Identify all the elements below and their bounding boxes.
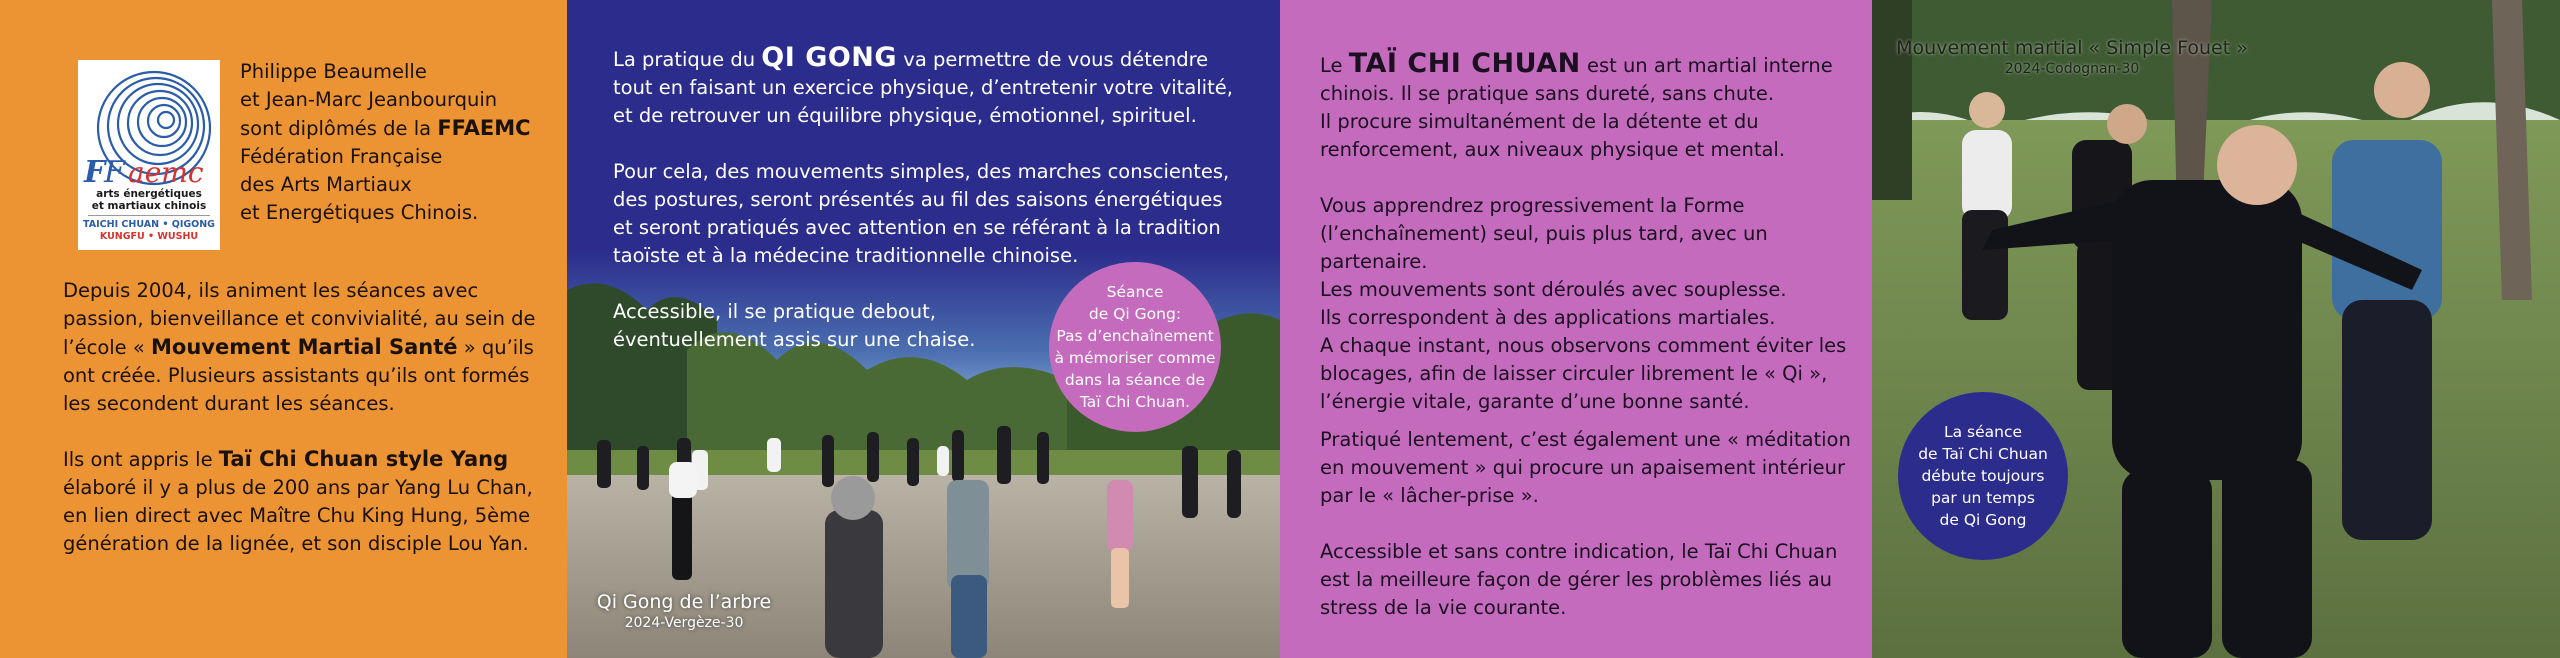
svg-text:F: F (84, 155, 106, 190)
logo-line-2: et martiaux chinois (91, 200, 207, 212)
caption-title: Qi Gong de l’arbre (596, 591, 772, 613)
badge-line: à mémoriser comme (1054, 349, 1216, 367)
panel-simple-fouet-photo (1872, 0, 2560, 658)
badge-line: Pas d’enchaînement (1056, 327, 1214, 345)
tai-chi-line: renforcement, aux niveaux physique et mental. (1320, 138, 1786, 161)
tai-chi-title: TAÏ CHI CHUAN (1348, 48, 1581, 79)
tai-chi-line: Le TAÏ CHI CHUAN est un art martial interne (1320, 48, 1833, 79)
qi-gong-line: Pour cela, des mouvements simples, des marches conscientes, (613, 160, 1230, 183)
caption-title: Mouvement martial « Simple Fouet » (1896, 37, 2248, 59)
qi-gong-line: La pratique du QI GONG va permettre de vous détendre (613, 42, 1209, 73)
tai-chi-line: Accessible et sans contre indication, le Taï Chi Chuan (1320, 540, 1838, 563)
logo-line-4: KUNGFU • WUSHU (99, 231, 199, 242)
qi-gong-line: des postures, seront présentés au fil des saisons énergétiques (613, 188, 1223, 211)
tai-chi-line: en mouvement » qui procure un apaisement intérieur (1320, 456, 1846, 479)
badge-line: de Qi Gong: (1088, 305, 1182, 323)
tai-chi-line: chinois. Il se pratique sans dureté, sans chute. (1320, 82, 1775, 105)
intro-line: Philippe Beaumelle (240, 60, 427, 83)
tai-chi-line: est la meilleure façon de gérer les problèmes liés au (1320, 568, 1833, 591)
tai-chi-line: A chaque instant, nous observons comment éviter les (1320, 334, 1847, 357)
badge-line: Séance (1106, 283, 1164, 301)
intro-line: Fédération Française (240, 145, 443, 168)
caption-sub: 2024-Vergèze-30 (624, 615, 744, 631)
history-line: passion, bienveillance et convivialité, au sein de (63, 307, 536, 330)
qi-gong-line: tout en faisant un exercice physique, d’entretenir votre vitalité, (613, 76, 1233, 99)
badge-line: par un temps (1931, 489, 2035, 507)
qi-gong-session-badge (1049, 262, 1221, 432)
style-name: Taï Chi Chuan style Yang (218, 447, 509, 471)
history-line: ont créée. Plusieurs assistants qu’ils ont formés (63, 364, 530, 387)
history-line: les secondent durant les séances. (63, 392, 395, 415)
tai-chi-line: Il procure simultanément de la détente et du (1320, 110, 1759, 133)
lineage-paragraph (63, 445, 553, 558)
qi-gong-line: et seront pratiqués avec attention en se référant à la tradition (613, 216, 1221, 239)
history-line: l’école « Mouvement Martial Santé » qu’ils (63, 335, 534, 359)
lineage-line: en lien direct avec Maître Chu King Hung, 5ème (63, 504, 531, 527)
badge-line: débute toujours (1921, 467, 2045, 485)
tai-chi-line: (l’enchaînement) seul, puis plus tard, avec un (1320, 222, 1768, 245)
ffaemc-bold: FFAEMC (437, 116, 531, 140)
school-name: Mouvement Martial Santé (151, 335, 458, 359)
tai-chi-line: Les mouvements sont déroulés avec souplesse. (1320, 278, 1787, 301)
lineage-line: Ils ont appris le Taï Chi Chuan style Yang (63, 447, 509, 471)
qi-gong-line: et de retrouver un équilibre physique, émotionnel, spirituel. (613, 104, 1197, 127)
tai-chi-line: partenaire. (1320, 250, 1428, 273)
badge-line: La séance (1943, 423, 2023, 441)
tai-chi-session-badge (1898, 392, 2068, 560)
badge-line: de Qi Gong (1939, 511, 2027, 529)
caption-sub: 2024-Codognan-30 (2004, 61, 2140, 77)
panel-presentation (0, 0, 567, 658)
intro-line: des Arts Martiaux (240, 173, 412, 196)
intro-line: et Energétiques Chinois. (240, 201, 479, 224)
logo-line-3: TAICHI CHUAN • QIGONG (83, 219, 215, 230)
intro-line: sont diplômés de la FFAEMC (240, 116, 531, 140)
ffaemc-logo (78, 60, 220, 250)
lineage-line: génération de la lignée, et son disciple Lou Yan. (63, 532, 529, 555)
badge-line: Taï Chi Chuan. (1079, 393, 1191, 411)
qi-gong-title: QI GONG (761, 42, 898, 73)
tai-chi-line: l’énergie vitale, garante d’une bonne santé. (1320, 390, 1750, 413)
logo-line-1: arts énergétiques (96, 188, 202, 200)
svg-text:F: F (104, 155, 125, 190)
tai-chi-text (1320, 50, 1860, 622)
tai-chi-line: stress de la vie courante. (1320, 596, 1567, 619)
svg-text:aemc: aemc (128, 156, 204, 189)
qi-gong-line: taoïste et à la médecine traditionnelle chinoise. (613, 244, 1079, 267)
tai-chi-line: par le « lâcher-prise ». (1320, 484, 1539, 507)
tai-chi-line: Ils correspondent à des applications martiales. (1320, 306, 1776, 329)
tai-chi-line: Vous apprendrez progressivement la Forme (1320, 194, 1745, 217)
history-paragraph (63, 277, 553, 418)
panel-qi-gong (567, 0, 1280, 658)
history-line: Depuis 2004, ils animent les séances avec (63, 279, 479, 302)
diploma-text (240, 58, 531, 227)
panel-tai-chi-chuan (1280, 0, 1872, 658)
badge-line: de Taï Chi Chuan (1918, 445, 2048, 463)
lineage-line: élaboré il y a plus de 200 ans par Yang Lu Chan, (63, 476, 533, 499)
qi-gong-line: Accessible, il se pratique debout, (613, 300, 936, 323)
qi-gong-photo-caption (591, 590, 777, 632)
tai-chi-line: Pratiqué lentement, c’est également une « méditation (1320, 428, 1851, 451)
intro-line: et Jean-Marc Jeanbourquin (240, 88, 498, 111)
badge-line: dans la séance de (1064, 371, 1206, 389)
simple-fouet-caption (1892, 36, 2252, 78)
tai-chi-line: blocages, afin de laisser circuler librement le « Qi », (1320, 362, 1828, 385)
qi-gong-line: éventuellement assis sur une chaise. (613, 328, 976, 351)
